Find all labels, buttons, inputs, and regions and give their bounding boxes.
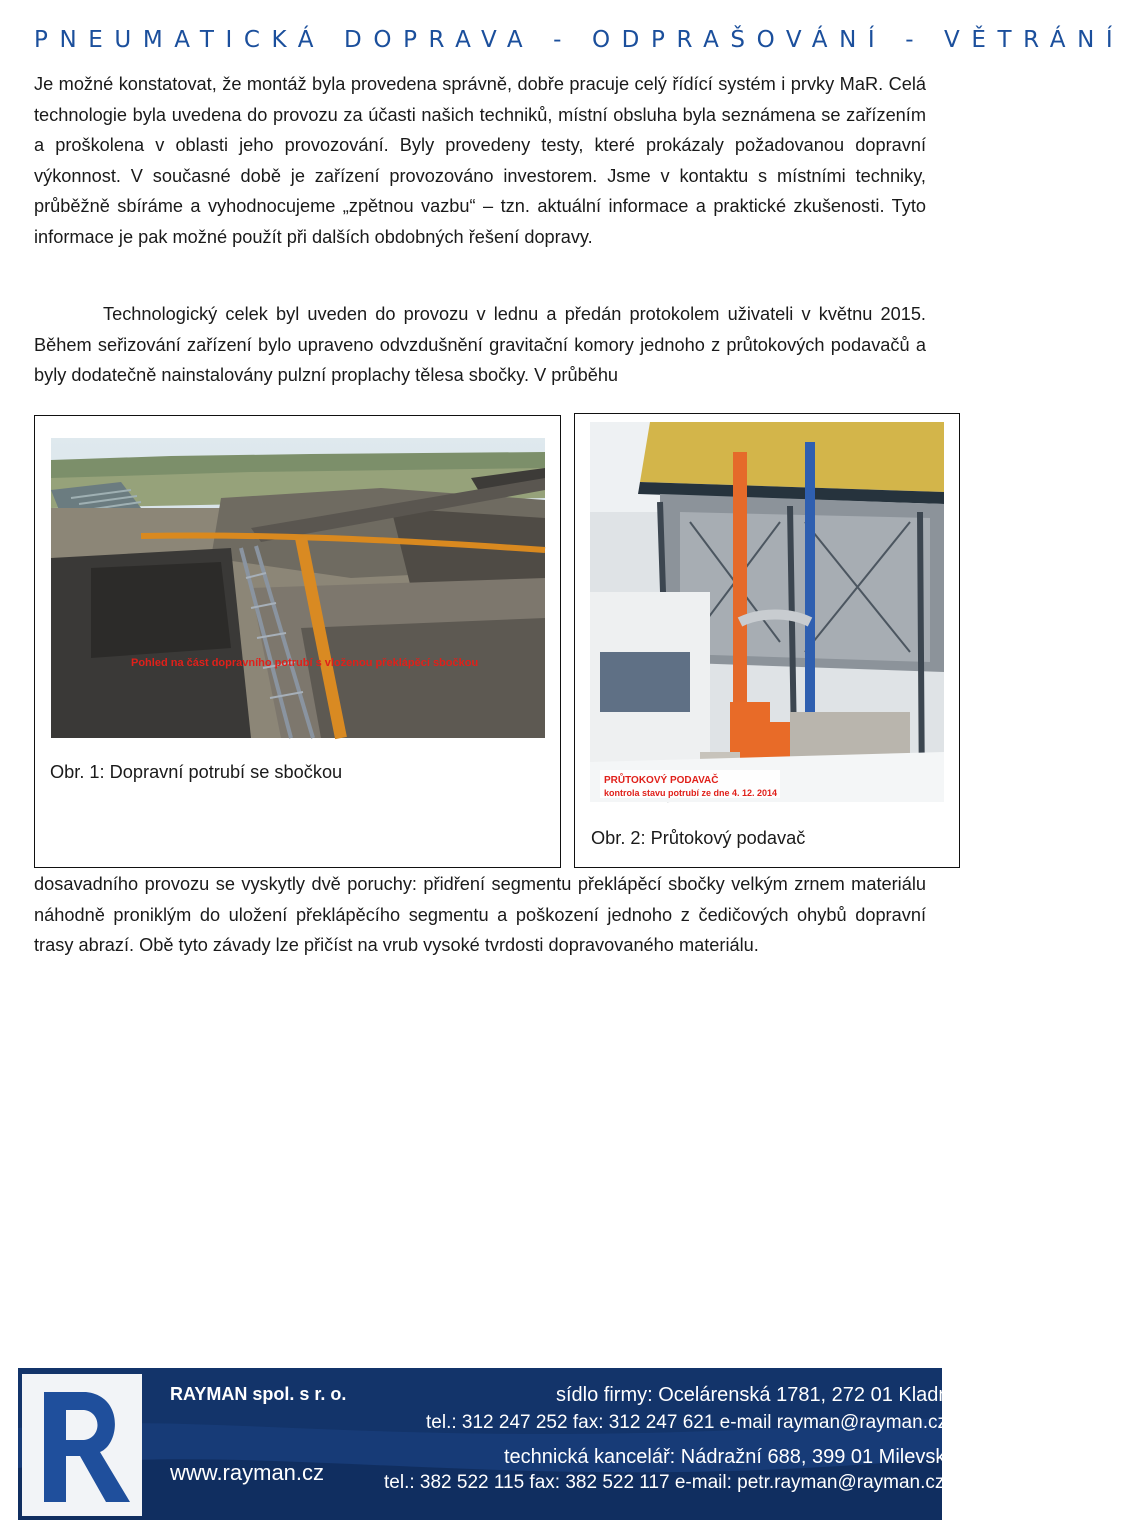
photo-label-feeder-note: kontrola stavu potrubí ze dne 4. 12. 2014: [604, 788, 778, 798]
photo-label-feeder-title: PRŮTOKOVÝ PODAVAČ: [604, 775, 719, 786]
photo-conveying-pipeline: [51, 438, 545, 738]
footer-technical-office: technická kancelář: Nádražní 688, 399 01 Milevsko: [504, 1446, 957, 1468]
footer-website[interactable]: www.rayman.cz: [170, 1460, 325, 1485]
footer-headquarters: sídlo firmy: Ocelárenská 1781, 272 01 Kladno: [556, 1384, 961, 1406]
paragraph-faults: dosavadního provozu se vyskytly dvě poruchy: přidření segmentu překlápěcí sbočky velkým zrnem materiálu náhodně proniklým do uložení překlápěcího segmentu a poškození jednoho z čedičových ohybů dopravní trasy abrazí. Obě tyto závady lze přičíst na vrub vysoké tvrdosti dopravovaného materiálu.: [34, 874, 926, 955]
photo-flow-feeder-graphic: [590, 422, 944, 802]
figure-2: [574, 413, 960, 868]
photo-flow-feeder: [590, 422, 944, 802]
photo-label-pipeline: Pohled na část dopravního potrubí s vloženou překlápěcí sbočkou: [131, 657, 479, 669]
paragraph-commissioning: Je možné konstatovat, že montáž byla provedena správně, dobře pracuje celý řídící systém i prvky MaR. Celá technologie byla uvedena do provozu za účasti našich techniků, místní obsluha byla seznámena se zařízením a proškolena v oblasti jeho provozování. Byly provedeny testy, které prokázaly požadovanou dopravní výkonnost. V současné době je zařízení provozováno investorem. Jsme v kontaktu s místními techniky, průběžně sbíráme a vyhodnocujeme „zpětnou vazbu“ – tzn. aktuální informace a praktické zkušenosti. Tyto informace je pak možné použít při dalších obdobných řešení dopravy.: [34, 74, 926, 247]
footer-company-name: RAYMAN spol. s r. o.: [170, 1384, 347, 1404]
paragraph-operation: Technologický celek byl uveden do provozu v lednu a předán protokolem uživateli v květnu 2015. Během seřizování zařízení bylo upraveno odvzdušnění gravitační komory jednoho z průtokových podavačů a byly dodatečně nainstalovány pulzní proplachy tělesa sbočky. V průběhu: [34, 304, 926, 385]
page-header-title: PNEUMATICKÁ DOPRAVA - ODPRAŠOVÁNÍ - VĚTRÁNÍ: [34, 27, 1124, 53]
footer-technical-office-contact: tel.: 382 522 115 fax: 382 522 117 e-mail: petr.rayman@rayman.cz: [384, 1472, 945, 1493]
rayman-logo: [22, 1374, 142, 1516]
figure-1-caption: Obr. 1: Dopravní potrubí se sbočkou: [50, 762, 343, 782]
footer-headquarters-contact: tel.: 312 247 252 fax: 312 247 621 e-mail rayman@rayman.cz: [426, 1412, 947, 1433]
figure-2-caption: Obr. 2: Průtokový podavač: [591, 828, 806, 848]
figure-1: [34, 415, 561, 868]
photo-conveying-pipeline-graphic: [51, 438, 545, 738]
footer-banner: [18, 1368, 961, 1520]
